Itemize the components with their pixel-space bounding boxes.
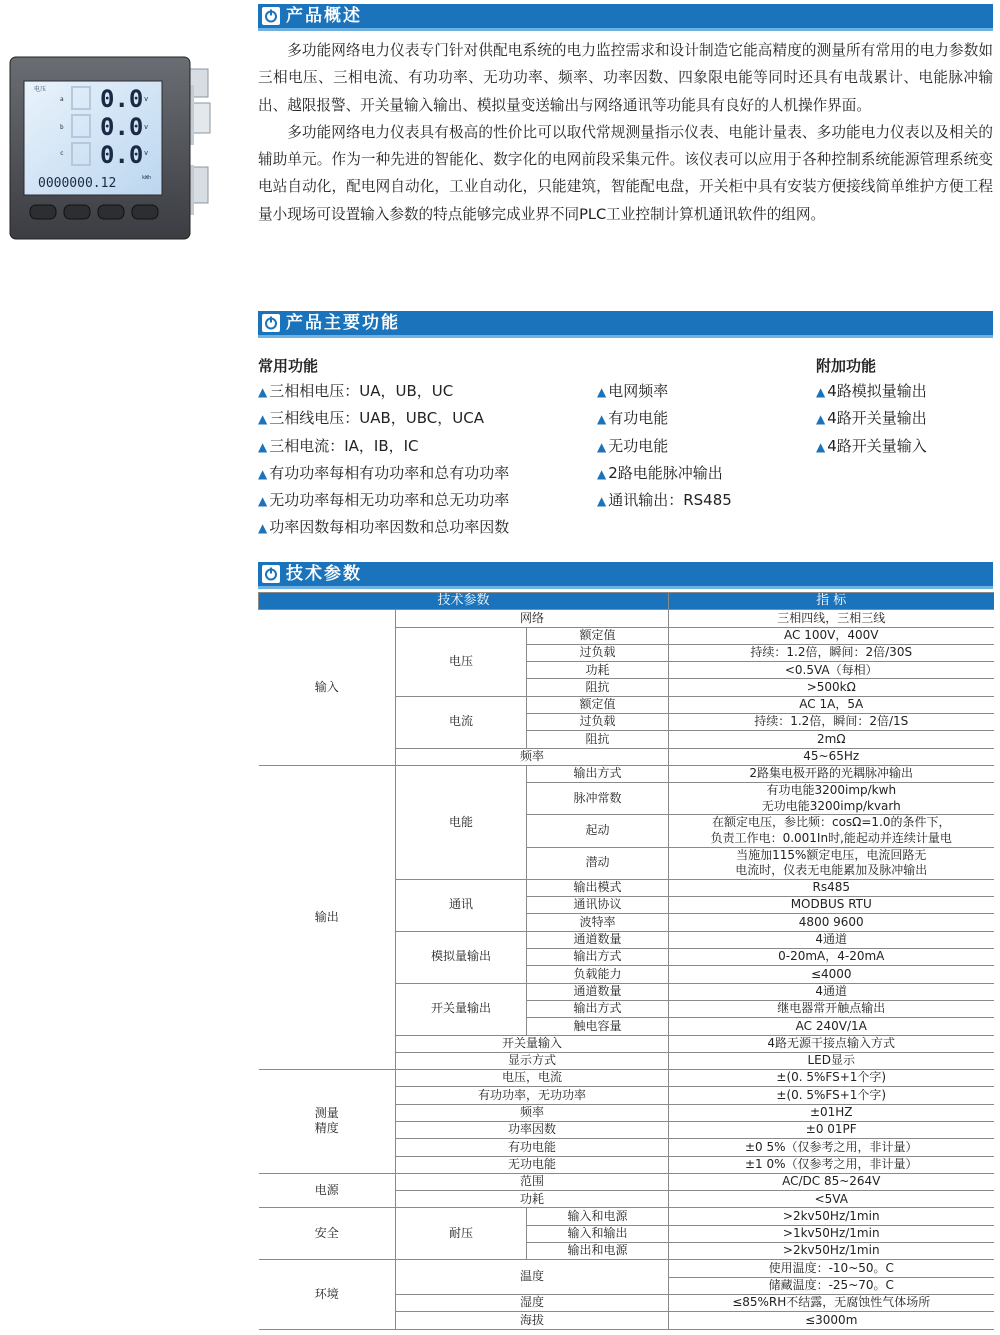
extra-functions-title: 附加功能 xyxy=(816,357,877,375)
cell: AC 100V，400V xyxy=(669,627,994,644)
section-header-overview xyxy=(258,4,993,31)
cell: 起动 xyxy=(527,815,669,847)
section-header-functions xyxy=(258,311,993,338)
cell: 频率 xyxy=(396,748,669,765)
lcd-value-a: 0.0 xyxy=(100,85,144,113)
table-row xyxy=(259,1070,994,1087)
cell: 继电器常开触点输出 xyxy=(669,1000,994,1017)
cell: 有功功率，无功功率 xyxy=(396,1087,669,1104)
cell: 当施加115%额定电压，电流回路无 电流时，仪表无电能累加及脉冲输出 xyxy=(669,847,994,879)
cell: MODBUS RTU xyxy=(669,897,994,914)
triangle-icon: ▲ xyxy=(258,521,268,536)
cell: 储藏温度：-25~70。C xyxy=(669,1277,994,1294)
group-input: 输入 xyxy=(259,610,396,766)
table-row xyxy=(259,610,994,627)
cell: 输出模式 xyxy=(527,879,669,896)
subgroup-comm: 通讯 xyxy=(396,879,527,931)
cell: 额定值 xyxy=(527,627,669,644)
cell: ≤85%RH不结露，无腐蚀性气体场所 xyxy=(669,1294,994,1311)
cell: 4路无源干接点输入方式 xyxy=(669,1035,994,1052)
cell: 2路集电极开路的光耦脉冲输出 xyxy=(669,765,994,782)
triangle-icon: ▲ xyxy=(258,494,268,509)
power-icon xyxy=(262,7,280,25)
cell: 电压，电流 xyxy=(396,1070,669,1087)
list-item: ▲ 通讯输出：RS485 xyxy=(597,491,732,510)
triangle-icon: ▲ xyxy=(597,466,607,481)
cell: 范围 xyxy=(396,1173,669,1190)
list-item: ▲ 2路电能脉冲输出 xyxy=(597,463,723,482)
cell: 45~65Hz xyxy=(669,748,994,765)
triangle-icon: ▲ xyxy=(597,385,607,399)
cell: 开关量输入 xyxy=(396,1035,669,1052)
lcd-phase-a: a xyxy=(60,96,64,103)
power-icon xyxy=(262,565,280,583)
power-meter-image xyxy=(8,55,216,243)
group-power: 电源 xyxy=(259,1173,396,1208)
cell: Rs485 xyxy=(669,879,994,896)
lcd-energy-unit: kWh xyxy=(142,175,152,181)
triangle-icon: ▲ xyxy=(816,439,826,454)
triangle-icon: ▲ xyxy=(258,385,268,399)
cell: 过负载 xyxy=(527,714,669,731)
cell: 海拔 xyxy=(396,1312,669,1329)
cell: 持续：1.2倍，瞬间：2倍/1S xyxy=(669,714,994,731)
cell: 在额定电压，参比频：cosΩ=1.0的条件下， 负责工作电：0.001In时,能起动并连续计量电 xyxy=(669,815,994,847)
cell: AC/DC 85~264V xyxy=(669,1173,994,1190)
cell: 输入和输出 xyxy=(527,1225,669,1242)
common-functions-title: 常用功能 xyxy=(258,357,319,375)
cell: >2kv50Hz/1min xyxy=(669,1243,994,1260)
cell: 有功电能3200imp/kwh 无功电能3200imp/kvarh xyxy=(669,783,994,815)
cell: 潜动 xyxy=(527,847,669,879)
cell: 输入和电源 xyxy=(527,1208,669,1225)
meter-button-1 xyxy=(30,205,56,219)
cell: 显示方式 xyxy=(396,1052,669,1069)
cell: ±0 5%（仅参考之用，非计量） xyxy=(669,1139,994,1156)
triangle-icon: ▲ xyxy=(816,412,826,427)
triangle-icon: ▲ xyxy=(258,412,268,427)
cell: >1kv50Hz/1min xyxy=(669,1225,994,1242)
list-item: ▲ 有功功率每相有功功率和总有功功率 xyxy=(258,463,510,482)
cell: 湿度 xyxy=(396,1294,669,1311)
list-item: ▲ 三相电流：IA，IB，IC xyxy=(258,436,419,455)
table-row xyxy=(259,1208,994,1225)
cell: 4通道 xyxy=(669,983,994,1000)
group-accuracy: 测量精度 xyxy=(259,1070,396,1174)
cell: 有功电能 xyxy=(396,1139,669,1156)
meter-button-2 xyxy=(64,205,90,219)
list-item: ▲ 电网频率 xyxy=(597,382,669,400)
triangle-icon: ▲ xyxy=(597,439,607,454)
cell: 三相四线，三相三线 xyxy=(669,610,994,627)
cell: 温度 xyxy=(396,1260,669,1295)
subgroup-switch-out: 开关量输出 xyxy=(396,983,527,1035)
cell: >2kv50Hz/1min xyxy=(669,1208,994,1225)
cell: 输出和电源 xyxy=(527,1243,669,1260)
lcd-unit-b: v xyxy=(144,123,149,131)
table-header-param: 技术参数 xyxy=(259,593,669,610)
cell: 输出方式 xyxy=(527,1000,669,1017)
cell: AC 1A，5A xyxy=(669,696,994,713)
triangle-icon: ▲ xyxy=(597,412,607,427)
cell: 触电容量 xyxy=(527,1018,669,1035)
list-item: ▲ 有功电能 xyxy=(597,409,669,428)
overview-paragraph-1: 多功能网络电力仪表专门针对供配电系统的电力监控需求和设计制造它能高精度的测量所有常用的电力参数如三相电压、三相电流、有功功率、无功功率、频率、功率因数、四象限电能等同时还具有电哉累计、电能脉冲输出、越限报警、开关量输入输出、模拟量变送输出与网络通讯等功能具有良好的人机操作界面。 xyxy=(258,42,993,114)
group-env: 环境 xyxy=(259,1260,396,1329)
extra-functions-list xyxy=(816,378,927,460)
cell: 0-20mA，4-20mA xyxy=(669,949,994,966)
cell: 负载能力 xyxy=(527,966,669,983)
list-item: ▲ 功率因数每相功率因数和总功率因数 xyxy=(258,518,510,537)
lcd-unit-a: v xyxy=(144,95,149,103)
section-title: 产品概述 xyxy=(286,6,362,26)
subgroup-analog: 模拟量输出 xyxy=(396,931,527,983)
middle-functions-list xyxy=(597,378,732,514)
lcd-value-b: 0.0 xyxy=(100,113,144,141)
lcd-energy: 0000000.12 xyxy=(38,176,117,191)
cell: 通道数量 xyxy=(527,983,669,1000)
cell: 过负载 xyxy=(527,644,669,661)
common-functions-list xyxy=(258,378,509,542)
list-item: ▲ 4路模拟量输出 xyxy=(816,382,927,400)
cell: 频率 xyxy=(396,1104,669,1121)
table-row xyxy=(259,1173,994,1190)
cell: 功率因数 xyxy=(396,1121,669,1138)
section-title: 产品主要功能 xyxy=(286,313,400,333)
cell: 持续：1.2倍，瞬间：2倍/30S xyxy=(669,644,994,661)
cell: 4800 9600 xyxy=(669,914,994,931)
subgroup-energy: 电能 xyxy=(396,765,527,879)
cell: 阻抗 xyxy=(527,679,669,696)
triangle-icon: ▲ xyxy=(258,439,268,454)
subgroup-withstand: 耐压 xyxy=(396,1208,527,1260)
cell: 输出方式 xyxy=(527,949,669,966)
cell: 使用温度：-10~50。C xyxy=(669,1260,994,1277)
triangle-icon: ▲ xyxy=(816,385,826,399)
cell: 脉冲常数 xyxy=(527,783,669,815)
list-item: ▲ 4路开关量输入 xyxy=(816,436,927,455)
cell: 输出方式 xyxy=(527,765,669,782)
cell: 通讯协议 xyxy=(527,897,669,914)
cell: LED显示 xyxy=(669,1052,994,1069)
group-safety: 安全 xyxy=(259,1208,396,1260)
cell: ≤4000 xyxy=(669,966,994,983)
cell: ±(0. 5%FS+1个字) xyxy=(669,1087,994,1104)
table-row xyxy=(259,1260,994,1277)
lcd-top-label: 电压 xyxy=(34,86,47,93)
subgroup-voltage: 电压 xyxy=(396,627,527,696)
meter-button-3 xyxy=(98,205,124,219)
cell: 功耗 xyxy=(396,1191,669,1208)
power-icon xyxy=(262,314,280,332)
subgroup-current: 电流 xyxy=(396,696,527,748)
group-output: 输出 xyxy=(259,765,396,1069)
list-item: ▲ 三相线电压：UAB，UBC，UCA xyxy=(258,409,484,428)
lcd-unit-c: v xyxy=(144,149,149,157)
list-item: ▲ 无功电能 xyxy=(597,436,669,455)
cell: 4通道 xyxy=(669,931,994,948)
section-title: 技术参数 xyxy=(286,564,362,584)
cell: 阻抗 xyxy=(527,731,669,748)
lcd-value-c: 0.0 xyxy=(100,141,144,169)
lcd-phase-b: b xyxy=(60,124,64,131)
cell: >500kΩ xyxy=(669,679,994,696)
cell: AC 240V/1A xyxy=(669,1018,994,1035)
list-item: ▲ 三相相电压：UA，UB，UC xyxy=(258,382,454,400)
cell: <0.5VA（每相） xyxy=(669,662,994,679)
cell: ±1 0%（仅参考之用，非计量） xyxy=(669,1156,994,1173)
cell: ≤3000m xyxy=(669,1312,994,1329)
cell: ±0 01PF xyxy=(669,1121,994,1138)
section-header-params xyxy=(258,562,993,589)
triangle-icon: ▲ xyxy=(597,494,607,509)
cell: 2mΩ xyxy=(669,731,994,748)
meter-button-4 xyxy=(132,205,158,219)
overview-text xyxy=(258,37,993,228)
list-item: ▲ 4路开关量输出 xyxy=(816,409,927,428)
cell: <5VA xyxy=(669,1191,994,1208)
cell: 功耗 xyxy=(527,662,669,679)
list-item: ▲ 无功功率每相无功功率和总无功功率 xyxy=(258,491,510,510)
cell: 额定值 xyxy=(527,696,669,713)
cell: 通道数量 xyxy=(527,931,669,948)
table-header-index: 指 标 xyxy=(669,593,994,610)
cell: ±01HZ xyxy=(669,1104,994,1121)
cell: 波特率 xyxy=(527,914,669,931)
cell: ±(0. 5%FS+1个字) xyxy=(669,1070,994,1087)
cell: 网络 xyxy=(396,610,669,627)
lcd-phase-c: c xyxy=(60,150,64,157)
table-row xyxy=(259,765,994,782)
cell: 无功电能 xyxy=(396,1156,669,1173)
overview-paragraph-2: 多功能网络电力仪表具有极高的性价比可以取代常规测量指示仪表、电能计量表、多功能电力仪表以及相关的辅助单元。作为一种先进的智能化、数字化的电网前段采集元件。该仪表可以应用于各种控制系统能源管理系统变电站自动化，配电网自动化，工业自动化，只能建筑，智能配电盘，开关柜中具有安装方便接线简单维护方便工程量小现场可设置输入参数的特点能够完成业界不同PLC工业控制计算机通讯软件的组网。 xyxy=(258,123,993,223)
triangle-icon: ▲ xyxy=(258,466,268,481)
table-header-row xyxy=(259,593,994,610)
params-table xyxy=(258,592,994,1330)
